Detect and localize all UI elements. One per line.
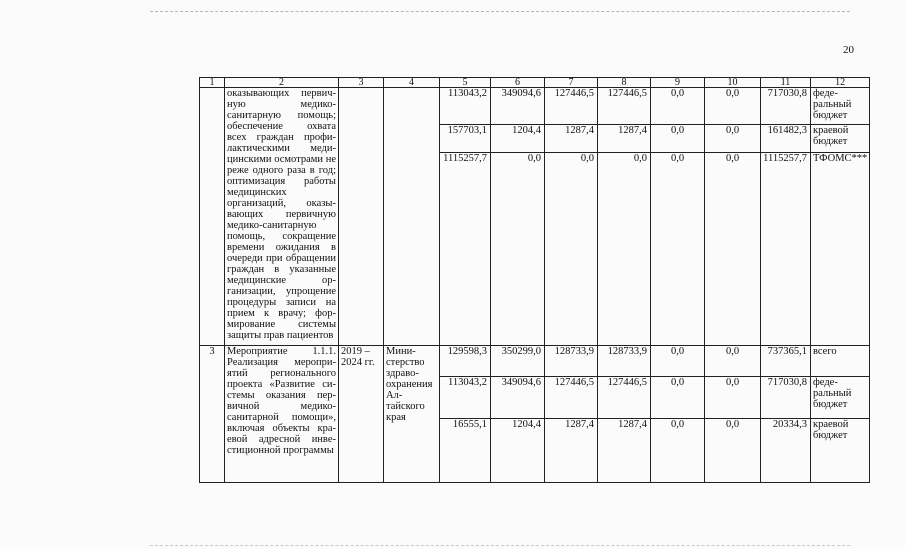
value-cell: 0,0 [651,153,705,346]
scan-edge-bottom [150,545,850,546]
value-cell: 0,0 [651,346,705,377]
value-cell: 157703,1 [440,125,491,153]
measure-description: оказывающих первичную медико-санитарную помощь; обеспечение охвата всех граждан профилактическими медицинскими осмотрами не реже одного раза в год; оптимизация работы медицинских организаций, оказывающих первичную медико-санитарную помощь, сокращение времени ожидания в очереди при обращении граждан в указанные медицинские организации, упрощение процедуры записи на прием к врачу; формирование системы защиты прав пациентов [225,88,339,346]
column-header: 11 [761,78,811,88]
financing-table [199,77,870,483]
column-header: 2 [225,78,339,88]
column-header: 12 [811,78,870,88]
measure-description: Мероприятие 1.1.1. Реализация мероприятий регионального проекта «Развитие системы оказания первичной медико-санитарной помощи», включая объекты краевой адресной инвестиционной программы [225,346,339,483]
value-cell: 717030,8 [761,88,811,125]
value-cell: 0,0 [705,377,761,419]
value-cell: 113043,2 [440,88,491,125]
value-cell: 129598,3 [440,346,491,377]
value-cell: 1115257,7 [440,153,491,346]
value-cell: 0,0 [651,125,705,153]
value-cell: 128733,9 [545,346,598,377]
value-cell: 0,0 [491,153,545,346]
value-cell: 0,0 [705,419,761,483]
table-row [200,88,870,125]
value-cell: 1287,4 [598,419,651,483]
period-cell: 2019 – 2024 гг. [339,346,384,483]
executor-cell [384,88,440,346]
value-cell: 0,0 [705,88,761,125]
funding-source: федеральный бюджет [811,88,870,125]
value-cell: 350299,0 [491,346,545,377]
column-header: 8 [598,78,651,88]
value-cell: 161482,3 [761,125,811,153]
funding-source: всего [811,346,870,377]
value-cell: 127446,5 [545,377,598,419]
column-header: 5 [440,78,491,88]
funding-source: федеральный бюджет [811,377,870,419]
row-number-cell [200,88,225,346]
value-cell: 127446,5 [598,377,651,419]
page-number: 20 [843,44,854,56]
value-cell: 20334,3 [761,419,811,483]
value-cell: 0,0 [545,153,598,346]
column-header: 9 [651,78,705,88]
value-cell: 0,0 [651,419,705,483]
column-header: 3 [339,78,384,88]
funding-source: ТФОМС*** [811,153,870,346]
table-row [200,346,870,377]
period-cell [339,88,384,346]
value-cell: 1287,4 [598,125,651,153]
value-cell: 349094,6 [491,377,545,419]
column-header: 1 [200,78,225,88]
column-header: 10 [705,78,761,88]
column-header: 6 [491,78,545,88]
value-cell: 349094,6 [491,88,545,125]
value-cell: 1287,4 [545,419,598,483]
funding-source: краевой бюджет [811,419,870,483]
funding-source: краевой бюджет [811,125,870,153]
value-cell: 1287,4 [545,125,598,153]
value-cell: 0,0 [705,346,761,377]
value-cell: 1204,4 [491,419,545,483]
value-cell: 0,0 [651,377,705,419]
value-cell: 127446,5 [545,88,598,125]
value-cell: 717030,8 [761,377,811,419]
column-header: 4 [384,78,440,88]
column-number-row [200,78,870,88]
value-cell: 0,0 [705,125,761,153]
column-header: 7 [545,78,598,88]
executor-cell: Министерство здравоохранения Алтайского края [384,346,440,483]
value-cell: 128733,9 [598,346,651,377]
scan-edge-top [150,11,850,12]
value-cell: 127446,5 [598,88,651,125]
row-number-cell: 3 [200,346,225,483]
value-cell: 1204,4 [491,125,545,153]
value-cell: 0,0 [705,153,761,346]
value-cell: 16555,1 [440,419,491,483]
value-cell: 0,0 [598,153,651,346]
value-cell: 113043,2 [440,377,491,419]
value-cell: 737365,1 [761,346,811,377]
value-cell: 0,0 [651,88,705,125]
value-cell: 1115257,7 [761,153,811,346]
